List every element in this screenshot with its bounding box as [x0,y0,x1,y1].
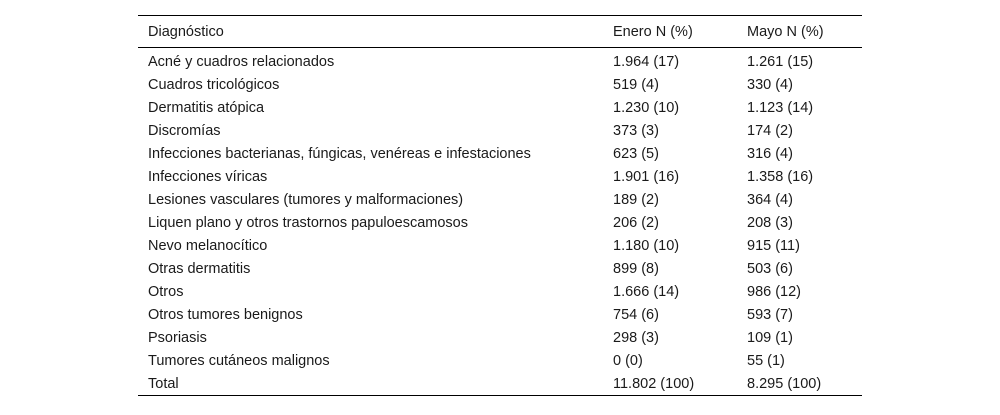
cell-enero: 899 (8) [613,260,659,277]
diagnosis-table [138,15,862,396]
cell-enero: 1.230 (10) [613,99,680,116]
cell-mayo: 174 (2) [747,122,793,139]
cell-diagnostico: Infecciones bacterianas, fúngicas, venéreas e infestaciones [148,145,531,162]
cell-diagnostico: Lesiones vasculares (tumores y malformaciones) [148,191,464,208]
cell-mayo: 330 (4) [747,76,793,93]
cell-diagnostico: Nevo melanocítico [148,237,268,254]
cell-diagnostico: Dermatitis atópica [148,99,265,116]
cell-diagnostico: Otros [148,283,184,300]
table-row [138,234,862,257]
cell-mayo: 1.123 (14) [747,99,814,116]
cell-mayo: 986 (12) [747,283,802,300]
header-diagnostico: Diagnóstico [148,23,224,40]
header-enero: Enero N (%) [613,23,693,40]
table-row [138,73,862,96]
diagnosis-table-container [138,15,862,396]
table-row [138,165,862,188]
cell-diagnostico: Psoriasis [148,329,207,346]
cell-enero: 206 (2) [613,214,659,231]
cell-enero: 1.964 (17) [613,53,680,70]
cell-mayo: 316 (4) [747,145,793,162]
cell-enero: 754 (6) [613,306,659,323]
table-row [138,48,862,74]
cell-diagnostico: Cuadros tricológicos [148,76,280,93]
cell-enero: 623 (5) [613,145,659,162]
table-row [138,349,862,372]
cell-diagnostico: Tumores cutáneos malignos [148,352,330,369]
table-row [138,257,862,280]
cell-total-mayo: 8.295 (100) [747,375,822,392]
table-body [138,48,862,396]
cell-enero: 298 (3) [613,329,659,346]
cell-enero: 1.901 (16) [613,168,680,185]
cell-mayo: 208 (3) [747,214,793,231]
cell-mayo: 109 (1) [747,329,793,346]
cell-enero: 373 (3) [613,122,659,139]
cell-diagnostico: Discromías [148,122,221,139]
table-header [138,16,862,48]
cell-enero: 189 (2) [613,191,659,208]
cell-diagnostico: Liquen plano y otros trastornos papuloescamosos [148,214,468,231]
table-row-total [138,372,862,396]
cell-enero: 519 (4) [613,76,659,93]
table-row [138,211,862,234]
cell-enero: 1.180 (10) [613,237,680,254]
cell-mayo: 364 (4) [747,191,793,208]
cell-diagnostico: Acné y cuadros relacionados [148,53,335,70]
cell-diagnostico: Otras dermatitis [148,260,251,277]
table-row [138,142,862,165]
cell-mayo: 503 (6) [747,260,793,277]
cell-mayo: 915 (11) [747,237,800,254]
cell-total-label: Total [148,375,179,392]
table-row [138,119,862,142]
table-row [138,303,862,326]
cell-mayo: 55 (1) [747,352,785,369]
cell-mayo: 1.261 (15) [747,53,814,70]
cell-diagnostico: Infecciones víricas [148,168,268,185]
cell-total-enero: 11.802 (100) [613,375,695,392]
table-row [138,188,862,211]
cell-diagnostico: Otros tumores benignos [148,306,303,323]
table-row [138,96,862,119]
table-row [138,326,862,349]
cell-enero: 1.666 (14) [613,283,680,300]
cell-mayo: 1.358 (16) [747,168,814,185]
table-row [138,280,862,303]
cell-mayo: 593 (7) [747,306,793,323]
cell-enero: 0 (0) [613,352,643,369]
header-mayo: Mayo N (%) [747,23,824,40]
header-row [138,16,862,48]
